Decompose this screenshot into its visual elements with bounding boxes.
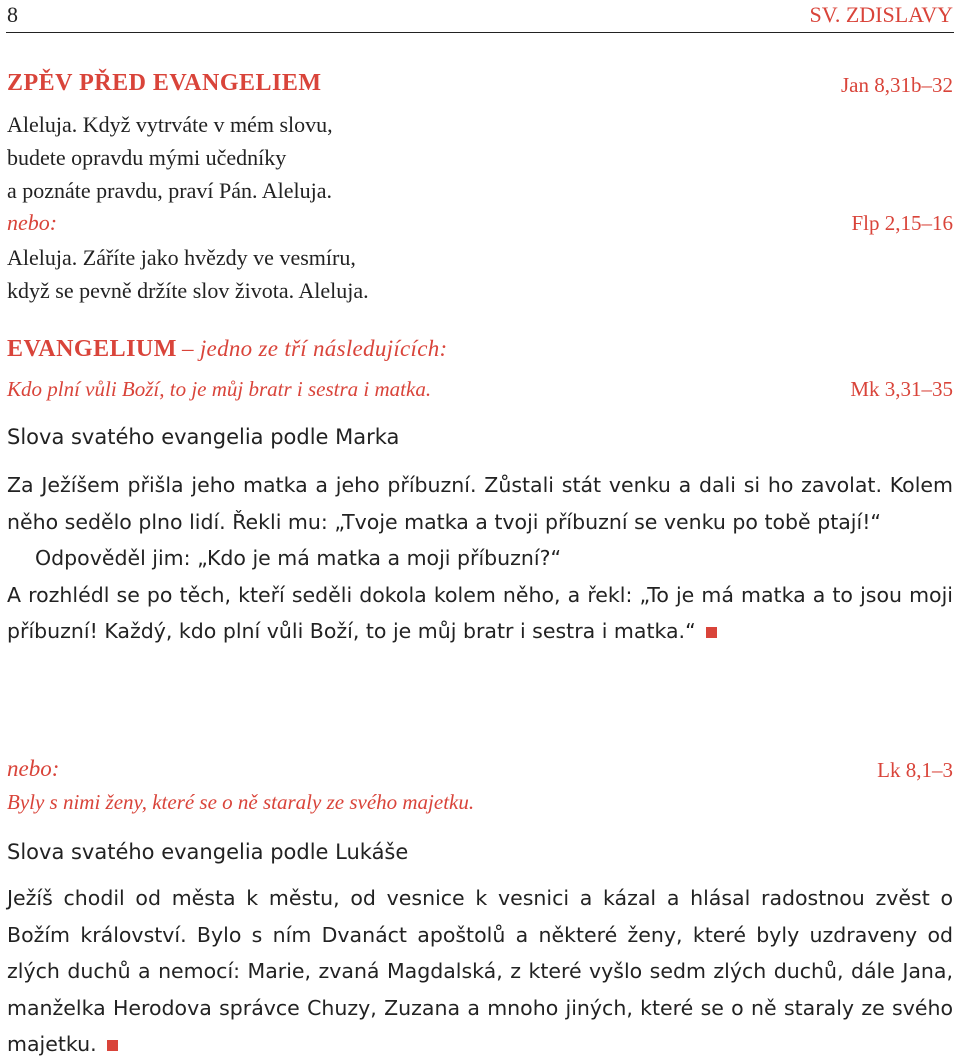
end-mark-icon bbox=[107, 1040, 118, 1051]
gospel-alt-paragraph-text: Ježíš chodil od města k městu, od vesnice k vesnici a kázal a hlásal radostnou zvěst o Božím království. Bylo s ním Dvanáct apoštolů a některé ženy, které byly uzdraveny od zlých duchů a nemocí: Marie, zvaná Magdalská, z které vyšlo sedm zlých duchů, dále Jana, manželka Herodova správce Chuzy, Zuzana a mnoho jiných, které se o ně staraly ze svého majetku. bbox=[7, 886, 953, 1056]
acclamation-reference: Jan 8,31b–32 bbox=[841, 73, 953, 97]
gospel-reference: Mk 3,31–35 bbox=[850, 377, 953, 401]
acclamation-alt-line: když se pevně držíte slov života. Aleluja. bbox=[7, 278, 369, 303]
gospel-body bbox=[7, 467, 953, 650]
gospel-summary: Kdo plní vůli Boží, to je můj bratr i sestra i matka. bbox=[7, 377, 432, 401]
acclamation-line: budete opravdu mými učedníky bbox=[7, 145, 287, 170]
header-rule bbox=[6, 32, 954, 33]
gospel-heading-row bbox=[7, 336, 448, 363]
acclamation-alt-line: Aleluja. Záříte jako hvězdy ve vesmíru, bbox=[7, 245, 356, 270]
gospel-alt-body bbox=[7, 880, 953, 1063]
gospel-alt-label: nebo: bbox=[7, 756, 60, 781]
gospel-heading-note: – jedno ze tří následujících: bbox=[182, 336, 448, 361]
gospel-heading: EVANGELIUM bbox=[7, 336, 177, 362]
acclamation-heading: ZPĚV PŘED EVANGELIEM bbox=[7, 70, 322, 96]
acclamation-line: a poznáte pravdu, praví Pán. Aleluja. bbox=[7, 178, 333, 203]
page-number: 8 bbox=[7, 2, 18, 27]
acclamation-text bbox=[7, 108, 333, 207]
gospel-alt-intro: Slova svatého evangelia podle Lukáše bbox=[7, 840, 409, 864]
gospel-alt-summary: Byly s nimi ženy, které se o ně staraly ze svého majetku. bbox=[7, 790, 475, 814]
acclamation-alt-reference: Flp 2,15–16 bbox=[851, 211, 953, 235]
running-title: SV. ZDISLAVY bbox=[809, 2, 953, 27]
gospel-alt-paragraph bbox=[7, 880, 953, 1063]
gospel-paragraph-text: A rozhlédl se po těch, kteří seděli dokola kolem něho, a řekl: „To je má matka a to jsou moji příbuzní! Každý, kdo plní vůli Boží, to je můj bratr i sestra i matka.“ bbox=[7, 582, 953, 643]
acclamation-alt-text bbox=[7, 241, 369, 307]
end-mark-icon bbox=[706, 627, 717, 638]
gospel-paragraph: Za Ježíšem přišla jeho matka a jeho příbuzní. Zůstali stát venku a dali si ho zavolat. Kolem něho sedělo plno lidí. Řekli mu: „Tvoje matka a tvoji příbuzní se venku po tobě ptají!“ bbox=[7, 473, 953, 534]
acclamation-line: Aleluja. Když vytrváte v mém slovu, bbox=[7, 112, 333, 137]
gospel-paragraph: Odpověděl jim: „Kdo je má matka a moji příbuzní?“ bbox=[35, 546, 562, 570]
acclamation-alt-label: nebo: bbox=[7, 210, 58, 235]
gospel-paragraph-last bbox=[7, 577, 953, 650]
gospel-intro: Slova svatého evangelia podle Marka bbox=[7, 425, 400, 449]
gospel-alt-reference: Lk 8,1–3 bbox=[877, 758, 953, 782]
